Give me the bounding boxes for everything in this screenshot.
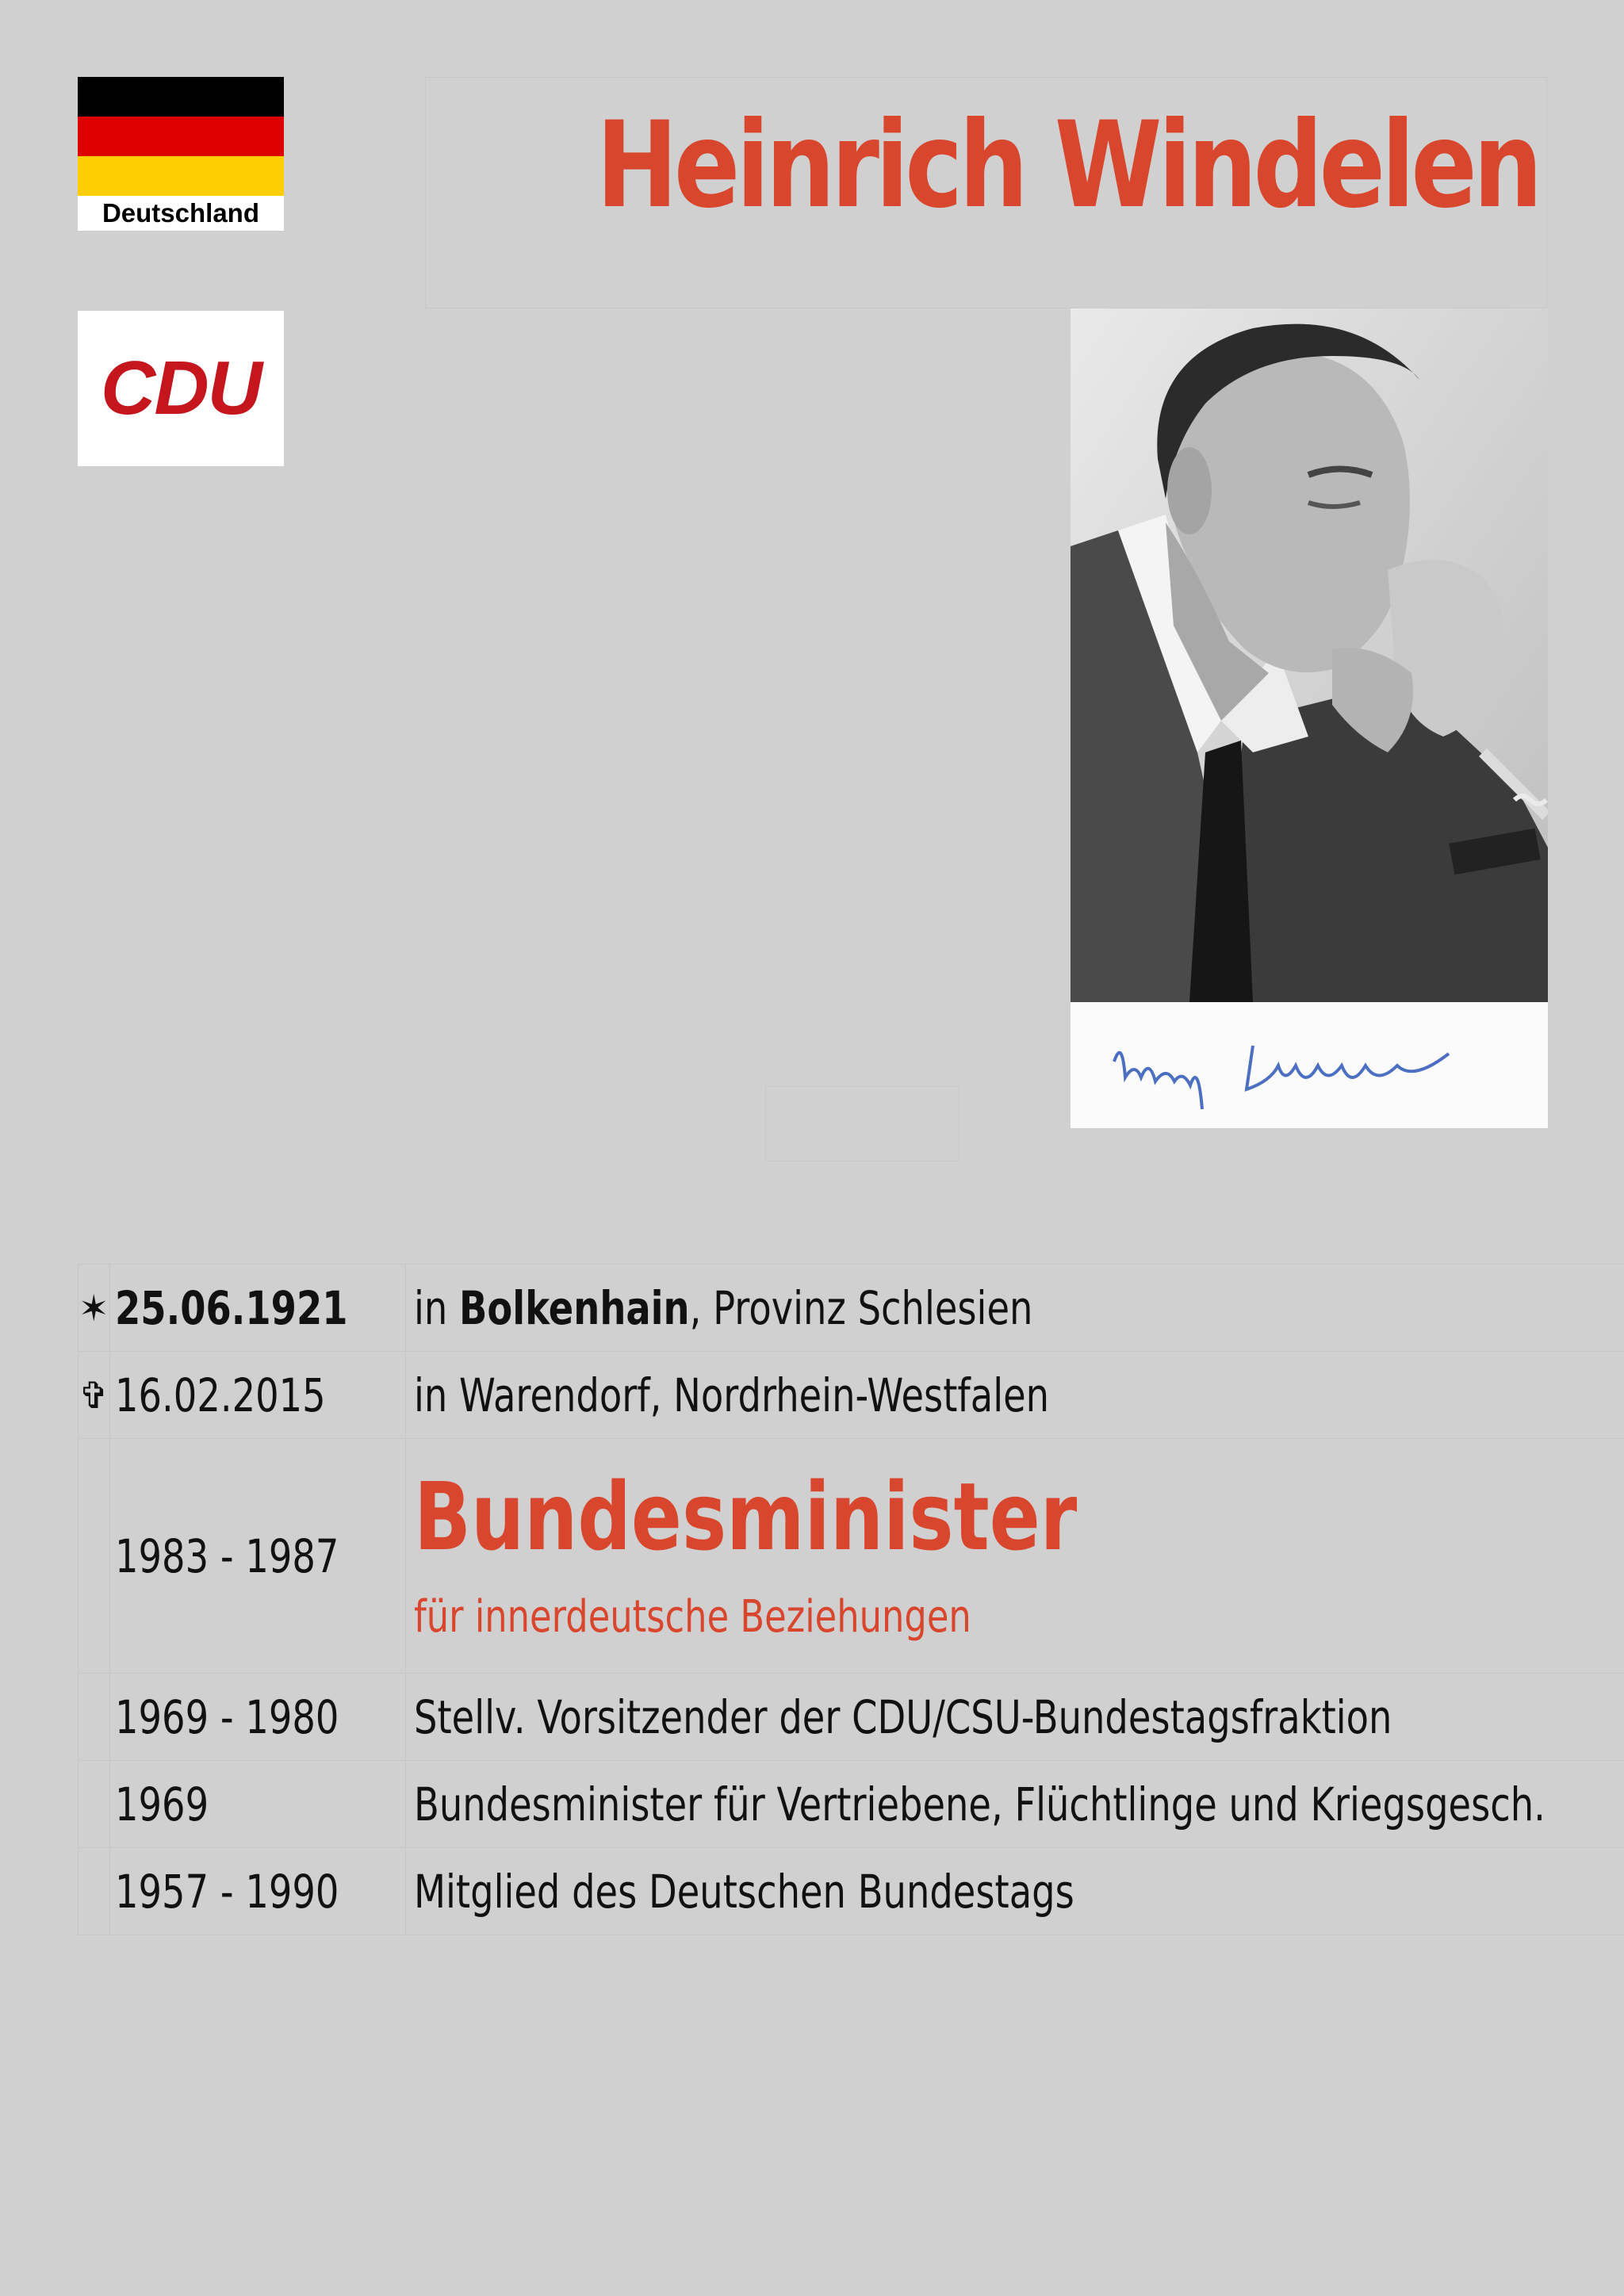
- biography-table: [78, 1264, 1624, 1935]
- death-date: 16.02.2015: [114, 1368, 326, 1422]
- germany-flag-badge: [78, 77, 284, 231]
- bio-row-born: [79, 1265, 1624, 1352]
- career-title: Bundesminister: [414, 1461, 1078, 1571]
- birth-date: 25.06.1921: [114, 1280, 348, 1335]
- portrait-illustration: [1071, 308, 1548, 1128]
- portrait-photo: [1071, 308, 1548, 1128]
- death-cross-icon: ✞: [79, 1352, 110, 1439]
- page-title: Heinrich Windelen: [596, 97, 1538, 235]
- birth-star-icon: ✶: [79, 1265, 110, 1352]
- career-period: 1969 - 1980: [114, 1689, 339, 1744]
- flag-stripe-gold: [78, 156, 284, 196]
- bio-row-career: [79, 1848, 1624, 1935]
- career-text: Stellv. Vorsitzender der CDU/CSU-Bundestagsfraktion: [414, 1689, 1392, 1744]
- bio-row-died: [79, 1352, 1624, 1439]
- birth-place-line: [414, 1281, 1032, 1335]
- career-period: 1983 - 1987: [114, 1529, 339, 1583]
- empty-placeholder-box: [765, 1086, 959, 1161]
- cdu-logo-text: CDU: [101, 346, 261, 430]
- death-place: in Warendorf, Nordrhein-Westfalen: [414, 1368, 1050, 1422]
- bio-row-career: [79, 1439, 1624, 1674]
- career-text: Mitglied des Deutschen Bundestags: [414, 1864, 1075, 1919]
- career-period: 1957 - 1990: [114, 1864, 339, 1919]
- bio-row-career: [79, 1674, 1624, 1761]
- flag-stripe-red: [78, 117, 284, 156]
- cdu-logo: [78, 311, 284, 466]
- career-text: Bundesminister für Vertriebene, Flüchtlinge und Kriegsgesch.: [414, 1777, 1546, 1831]
- career-subtitle: für innerdeutsche Beziehungen: [414, 1590, 972, 1643]
- flag-stripe-black: [78, 77, 284, 117]
- title-box: [425, 77, 1547, 308]
- flag-label: Deutschland: [102, 198, 260, 228]
- birth-place-prefix: in: [414, 1280, 460, 1335]
- career-period: 1969: [114, 1777, 209, 1831]
- bio-row-career: [79, 1761, 1624, 1848]
- birth-place-region: , Provinz Schlesien: [690, 1280, 1033, 1335]
- birth-place: Bolkenhain: [459, 1280, 691, 1335]
